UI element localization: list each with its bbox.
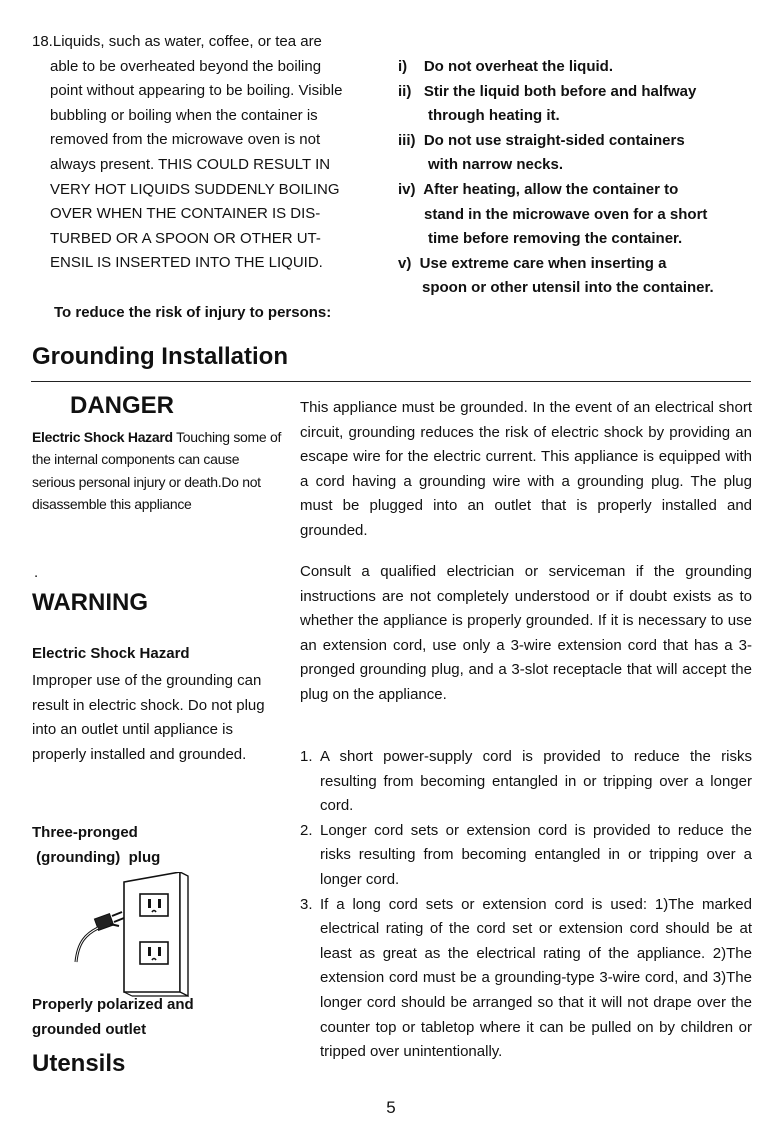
danger-heading: DANGER xyxy=(70,392,175,419)
liquids-line: OVER WHEN THE CONTAINER IS DIS- xyxy=(50,205,321,223)
list-number: 1. xyxy=(300,748,313,765)
grounding-installation-heading: Grounding Installation xyxy=(32,343,288,370)
liquids-line: bubbling or boiling when the container is xyxy=(50,106,318,124)
cord-list xyxy=(300,745,752,1065)
precaution-line: through heating it. xyxy=(428,107,560,125)
liquids-line: always present. THIS COULD RESULT IN xyxy=(50,155,331,173)
outlet-plate-edge xyxy=(180,872,188,996)
liquids-line: ENSIL IS INSERTED INTO THE LIQUID. xyxy=(50,254,323,272)
liquids-line: VERY HOT LIQUIDS SUDDENLY BOILING xyxy=(50,180,340,198)
list-item xyxy=(300,745,752,819)
list-number: 2. xyxy=(300,821,313,839)
list-text: A short power-supply cord is provided to reduce the risks resulting from becoming entangled in or tripping over a longer cord. xyxy=(320,748,752,815)
plug-caption-line: Properly polarized and xyxy=(32,996,194,1013)
precaution-line: time before removing the container. xyxy=(428,230,683,248)
precaution-line: ii) Stir the liquid both before and halfway xyxy=(398,82,697,100)
electrician-paragraph: Consult a qualified electrician or serviceman if the grounding instructions are not completely understood or if doubt exists as to whether the appliance is properly grounded. If it is necessary to use an extension cord, use only a 3-wire extension cord that has a 3-pronged grounding plug, and a 3-slot receptacle that will accept the plug on the appliance. xyxy=(300,563,752,703)
danger-body: Touching some of the internal components can cause serious personal injury or death.Do not disassemble this appliance xyxy=(32,429,282,513)
plug-title-line: (grounding) plug xyxy=(32,849,161,866)
plug-caption-line: grounded outlet xyxy=(32,1021,147,1038)
list-number: 3. xyxy=(300,895,313,913)
danger-text xyxy=(32,426,282,516)
warning-lead: Electric Shock Hazard xyxy=(32,645,190,662)
lower-receptacle xyxy=(140,942,168,964)
reduce-risk-heading: To reduce the risk of injury to persons: xyxy=(54,304,332,321)
warning-text: Improper use of the grounding can result in electric shock. Do not plug into an outlet until appliance is properly installed and grounded. xyxy=(32,672,265,763)
list-item xyxy=(300,893,752,1065)
liquids-line: able to be overheated beyond the boiling xyxy=(50,57,322,75)
liquids-line: TURBED OR A SPOON OR OTHER UT- xyxy=(50,229,321,247)
grounded-outlet-illustration xyxy=(64,872,204,1002)
plug-caption xyxy=(32,992,194,1042)
page-number: 5 xyxy=(386,1098,396,1117)
list-text: If a long cord sets or extension cord is used: 1)The marked electrical rating of the cord set or extension cord should be at least as great as the electrical rating of the appliance. 2)The extension cord must be a grounding-type 3-wire cord, and 3)The longer cord should be arranged so that it will not drape over the counter top or tabletop where it can be pulled on by children or tripped over unintentionally. xyxy=(320,895,752,1061)
liquids-line: point without appearing to be boiling. Visible xyxy=(50,82,343,100)
list-text: Longer cord sets or extension cord is provided to reduce the risks resulting from becoming entangled in or tripping over a longer cord. xyxy=(320,821,752,888)
upper-receptacle xyxy=(140,894,168,916)
precaution-line: i) Do not overheat the liquid. xyxy=(398,58,614,75)
liquids-line: 18.Liquids, such as water, coffee, or tea are xyxy=(32,33,322,50)
list-item xyxy=(300,819,752,893)
danger-lead: Electric Shock Hazard xyxy=(32,429,173,445)
liquids-line: removed from the microwave oven is not xyxy=(50,131,321,149)
power-cord xyxy=(76,928,98,962)
liquids-warning xyxy=(32,30,384,276)
precaution-line: spoon or other utensil into the container. xyxy=(422,279,714,297)
warning-heading: WARNING xyxy=(32,589,148,616)
plug-title-line: Three-pronged xyxy=(32,824,138,841)
precaution-line: with narrow necks. xyxy=(428,156,564,174)
three-prong-plug xyxy=(94,912,124,930)
precaution-line: iv) After heating, allow the container to xyxy=(398,180,679,198)
grounding-paragraph: This appliance must be grounded. In the event of an electrical short circuit, grounding reduces the risk of electric shock by providing an escape wire for the electric current. This appliance is equipped with a cord having a grounding wire with a grounding plug. The plug must be plugged into an outlet that is properly installed and grounded. xyxy=(300,399,752,539)
outlet-plate xyxy=(124,872,180,992)
utensils-heading: Utensils xyxy=(32,1050,126,1077)
plug-title xyxy=(32,820,160,870)
precaution-line: stand in the microwave oven for a short xyxy=(424,205,708,223)
stray-dot: . xyxy=(34,564,39,581)
section-divider xyxy=(31,381,751,382)
precautions-list xyxy=(398,55,758,301)
precaution-line: iii) Do not use straight-sided containers xyxy=(398,131,685,149)
precaution-line: v) Use extreme care when inserting a xyxy=(398,254,667,272)
